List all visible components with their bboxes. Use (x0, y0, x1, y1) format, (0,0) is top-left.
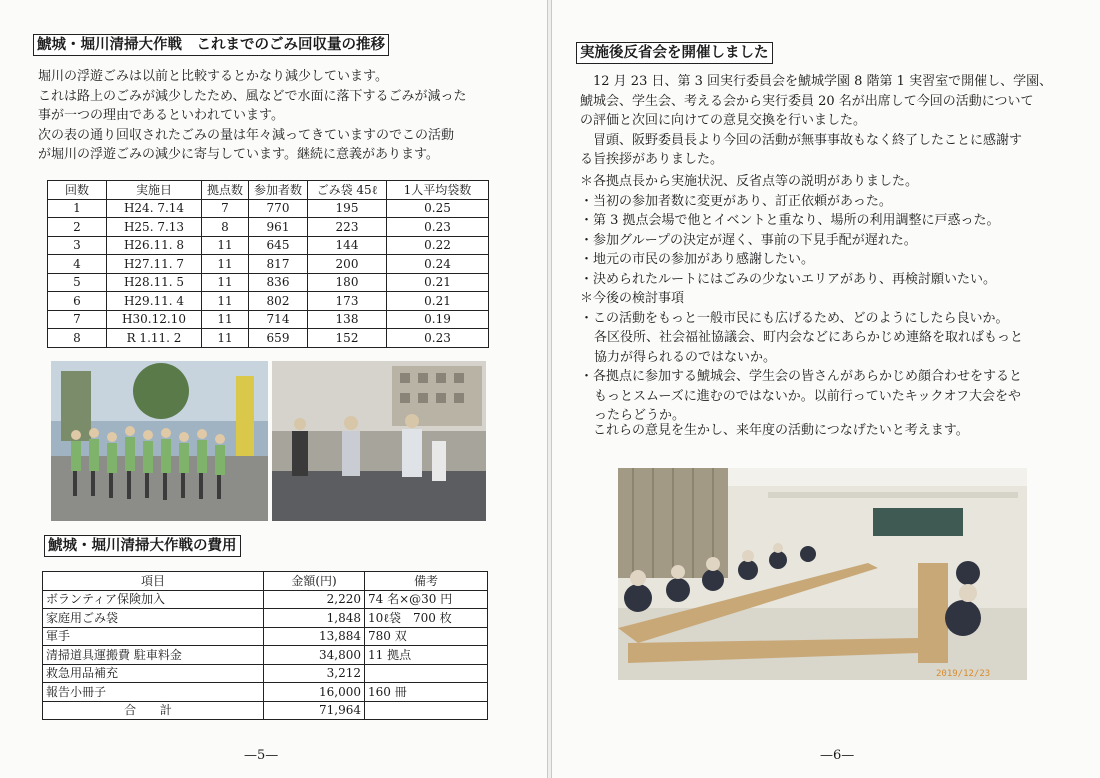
issue-line: 協力が得られるのではないか。 (594, 349, 777, 365)
collection-records-table (47, 180, 489, 348)
table-cell: 152 (308, 329, 387, 348)
table-row (48, 292, 489, 311)
page-number: —5— (244, 748, 279, 763)
photo-timestamp: 2019/12/23 (936, 669, 991, 679)
table-cell: H25. 7.13 (107, 218, 202, 237)
cost-amount: 13,884 (264, 627, 365, 646)
table-row (43, 609, 488, 628)
table-cell: 144 (308, 236, 387, 255)
table-cell: 3 (48, 236, 107, 255)
table-cell: 802 (249, 292, 308, 311)
page-5 (0, 0, 548, 778)
table-cell: 2 (48, 218, 107, 237)
intro-line: が堀川の浮遊ごみの減少に寄与しています。継続に意義があります。 (38, 147, 439, 162)
table-cell: 0.23 (387, 329, 489, 348)
table-cell: 5 (48, 273, 107, 292)
costs-table (42, 571, 488, 720)
table-row (43, 664, 488, 683)
intro-line: 次の表の通り回収されたごみの量は年々減ってきていますのでこの活動 (38, 127, 455, 143)
column-header: 備考 (365, 572, 488, 591)
table-row (48, 218, 489, 237)
table-row (43, 646, 488, 665)
table-row (43, 590, 488, 609)
table-cell: 714 (249, 310, 308, 329)
table-cell: 0.25 (387, 199, 489, 218)
table-cell: 0.19 (387, 310, 489, 329)
summary-line: 鯱城会、学生会、考える会から実行委員 20 名が出席して今回の活動について (580, 93, 1034, 109)
page-number: —6— (820, 748, 855, 763)
column-header: 実施日 (107, 181, 202, 200)
report-item: ・地元の市民の参加があり感謝したい。 (580, 252, 815, 267)
table-cell: 770 (249, 199, 308, 218)
review-meeting-photo (618, 468, 1027, 680)
total-amount: 71,964 (264, 701, 365, 720)
cost-amount: 1,848 (264, 609, 365, 628)
table-cell: 7 (48, 310, 107, 329)
table-cell: 0.23 (387, 218, 489, 237)
issue-line: ・各拠点に参加する鯱城会、学生会の皆さんがあらかじめ顔合わせをすると (580, 369, 1023, 384)
table-cell: 645 (249, 236, 308, 255)
street-cleanup-walk-photo (272, 361, 486, 521)
table-cell: 11 (202, 292, 249, 311)
table-cell: 138 (308, 310, 387, 329)
report-title: ＊各拠点長から実施状況、反省点等の説明がありました。 (580, 174, 919, 189)
table-header-row (48, 181, 489, 200)
cost-note (365, 664, 488, 683)
section-heading-review-meeting: 実施後反省会を開催しました (576, 42, 773, 64)
column-header: 項目 (43, 572, 264, 591)
cost-note: 160 冊 (365, 683, 488, 702)
total-row (43, 701, 488, 720)
table-cell: H29.11. 4 (107, 292, 202, 311)
report-item: ・当初の参加者数に変更があり、訂正依頼があった。 (580, 193, 892, 209)
column-header: 参加者数 (249, 181, 308, 200)
table-cell: 11 (202, 273, 249, 292)
table-cell: 180 (308, 273, 387, 292)
summary-line: の評価と次回に向けての意見交換を行いました。 (580, 113, 867, 128)
table-cell: 0.21 (387, 292, 489, 311)
table-cell: H27.11. 7 (107, 255, 202, 274)
table-cell: 8 (48, 329, 107, 348)
feedback-list (580, 172, 1023, 426)
table-cell: 195 (308, 199, 387, 218)
table-row (43, 683, 488, 702)
cost-item: 家庭用ごみ袋 (43, 609, 264, 628)
issues-title: ＊今後の検討事項 (580, 291, 685, 306)
section-heading-costs: 鯱城・堀川清掃大作戦の費用 (44, 535, 241, 557)
table-cell: 1 (48, 199, 107, 218)
table-row (48, 199, 489, 218)
closing-paragraph: これらの意見を生かし、来年度の活動につなげたいと考えます。 (580, 423, 969, 438)
column-header: 1人平均袋数 (387, 181, 489, 200)
table-cell: H28.11. 5 (107, 273, 202, 292)
cost-item: 救急用品補充 (43, 664, 264, 683)
section-heading-garbage-trend: 鯱城・堀川清掃大作戦 これまでのごみ回収量の推移 (33, 34, 389, 56)
page-6 (551, 0, 1100, 778)
table-row (48, 329, 489, 348)
summary-line: る旨挨拶がありました。 (580, 152, 724, 167)
table-row (48, 310, 489, 329)
issue-line: ・この活動をもっと一般市民にも広げるため、どのようにしたら良いか。 (580, 310, 1009, 326)
table-cell: 223 (308, 218, 387, 237)
issue-line: ったらどうか。 (594, 408, 686, 423)
cost-item: ボランティア保険加入 (43, 590, 264, 609)
intro-line: 事が一つの理由であるといわれています。 (38, 108, 284, 123)
report-item: ・参加グループの決定が遅く、事前の下見手配が遅れた。 (580, 232, 917, 248)
cost-note: 74 名×@30 円 (365, 590, 488, 609)
table-cell: 173 (308, 292, 387, 311)
total-note (365, 701, 488, 720)
cleanup-participants-photo (51, 361, 268, 521)
table-cell: 817 (249, 255, 308, 274)
table-cell: 11 (202, 255, 249, 274)
table-row (43, 627, 488, 646)
intro-line: これは路上のごみが減少したため、風などで水面に落下するごみが減った (38, 88, 467, 104)
cost-item: 軍手 (43, 627, 264, 646)
cost-amount: 2,220 (264, 590, 365, 609)
cost-amount: 34,800 (264, 646, 365, 665)
table-cell: 0.24 (387, 255, 489, 274)
column-header: 回数 (48, 181, 107, 200)
intro-paragraph (38, 67, 466, 165)
cost-note: 11 拠点 (365, 646, 488, 665)
table-cell: 0.22 (387, 236, 489, 255)
table-header-row (43, 572, 488, 591)
table-cell: 11 (202, 236, 249, 255)
table-cell: H24. 7.14 (107, 199, 202, 218)
summary-line: 冒頭、阪野委員長より今回の活動が無事事故もなく終了したことに感謝す (580, 132, 1023, 148)
table-cell: 7 (202, 199, 249, 218)
cost-note: 780 双 (365, 627, 488, 646)
column-header: ごみ袋 45ℓ (308, 181, 387, 200)
cost-item: 清掃道具運搬費 駐車料金 (43, 646, 264, 665)
table-row (48, 236, 489, 255)
table-cell: H30.12.10 (107, 310, 202, 329)
table-cell: 659 (249, 329, 308, 348)
table-cell: 6 (48, 292, 107, 311)
summary-line: 12 月 23 日、第 3 回実行委員会を鯱城学園 8 階第 1 実習室で開催し、学園、 (580, 74, 1053, 89)
report-item: ・第 3 拠点会場で他とイベントと重なり、場所の利用調整に戸惑った。 (580, 213, 1000, 228)
table-cell: 11 (202, 329, 249, 348)
table-cell: 961 (249, 218, 308, 237)
table-row (48, 273, 489, 292)
table-cell: 0.21 (387, 273, 489, 292)
intro-line: 堀川の浮遊ごみは以前と比較するとかなり減少しています。 (38, 69, 388, 84)
total-label: 合 計 (43, 701, 264, 720)
cost-amount: 16,000 (264, 683, 365, 702)
table-cell: H26.11. 8 (107, 236, 202, 255)
column-header: 金額(円) (264, 572, 365, 591)
cost-item: 報告小冊子 (43, 683, 264, 702)
table-cell: 4 (48, 255, 107, 274)
cost-amount: 3,212 (264, 664, 365, 683)
table-cell: 8 (202, 218, 249, 237)
table-cell: R 1.11. 2 (107, 329, 202, 348)
table-cell: 11 (202, 310, 249, 329)
cost-note: 10ℓ袋 700 枚 (365, 609, 488, 628)
table-cell: 836 (249, 273, 308, 292)
table-cell: 200 (308, 255, 387, 274)
report-item: ・決められたルートにはごみの少ないエリアがあり、再検討願いたい。 (580, 271, 997, 287)
table-row (48, 255, 489, 274)
column-header: 拠点数 (202, 181, 249, 200)
issue-line: もっとスムーズに進むのではないか。以前行っていたキックオフ大会をや (594, 388, 1022, 404)
issue-line: 各区役所、社会福祉協議会、町内会などにあらかじめ連絡を取ればもっと (594, 330, 1024, 345)
meeting-summary-paragraph (580, 72, 1052, 170)
